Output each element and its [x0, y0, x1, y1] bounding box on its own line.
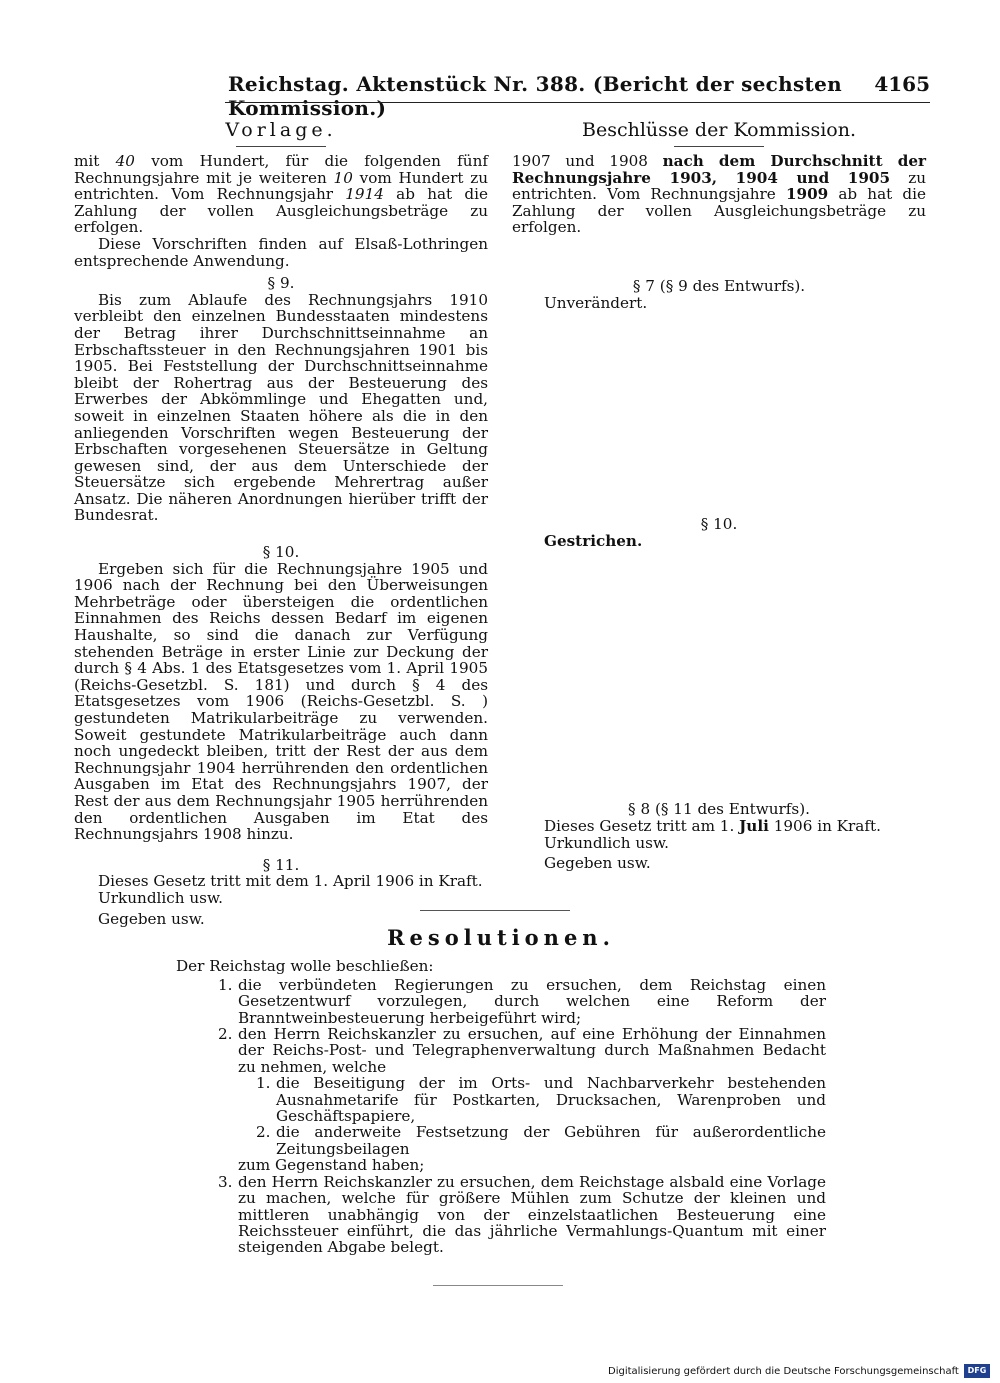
- item-text: den Herrn Reichskanzler zu ersuchen, dem Reichstage alsbald eine Vorlage zu machen, welche für größere Mühlen zum Schutze der kleinen und mittleren unabhängig von der einzelstaatlichen Besteuerung eine Reichssteuer einführt, die das jährliche Vermahlungs-Quantum mit einer steigenden Abgabe belegt.: [238, 1172, 826, 1257]
- bold-span: Juli: [739, 816, 769, 835]
- left-column-heading: Vorlage.: [225, 119, 337, 141]
- item-number: 3.: [218, 1172, 233, 1191]
- item-number: 1.: [218, 975, 233, 994]
- running-header: [160, 72, 930, 120]
- section-divider: [420, 910, 570, 911]
- section-8-urkundlich: Urkundlich usw.: [544, 833, 669, 852]
- right-column-heading: Beschlüsse der Kommission.: [582, 119, 856, 141]
- section-10-gestrichen: Gestrichen.: [544, 531, 643, 550]
- page-number: 4165: [874, 72, 930, 96]
- resolutions-intro: Der Reichstag wolle beschließen:: [176, 957, 434, 976]
- item-text: den Herrn Reichskanzler zu ersuchen, auf eine Erhöhung der Einnahmen der Reichs-Post- und Telegraphenverwaltung durch Maßnahmen Bedacht zu nehmen, welche: [238, 1025, 826, 1076]
- right-section-10-title: § 10.: [700, 515, 738, 534]
- section-7-text: Unverändert.: [544, 293, 648, 312]
- header-rule: [225, 102, 930, 103]
- sub-item-text: die Beseitigung der im Orts- und Nachbarverkehr bestehenden Ausnahmetarife für Postkarten, Drucksachen, Warenproben und Geschäftspapiere,: [276, 1074, 826, 1126]
- section-11-urkundlich: Urkundlich usw.: [98, 888, 223, 907]
- right-column-beschluesse: [512, 118, 926, 872]
- section-8-gegeben: Gegeben usw.: [544, 854, 651, 873]
- resolution-item: [218, 1026, 826, 1174]
- italic-number: 1914: [345, 185, 384, 204]
- bold-span: 1909: [785, 185, 829, 204]
- sub-item: [256, 1124, 826, 1157]
- heading-divider: [674, 146, 764, 147]
- section-10-text: Ergeben sich für die Rechnungsjahre 1905 und 1906 nach der Rechnung bei den Überweisungen Mehrbeträge oder übersteigen die ordentlichen Einnahmen des Reichs dessen Bedarf im eigenen Haushalte, so sind die danach zur Verfügung stehenden Beträge in erster Linie zur Deckung der durch § 4 Abs. 1 des Etatsgesetzes vom 1. April 1905 (Reichs-Gesetzbl. S. 181) und durch § 4 des Etatsgesetzes vom 1906 (Reichs-Gesetzbl. S. ) gestundeten Matrikularbeiträge zu verwenden. Soweit gestundete Matrikularbeiträge auch dann noch ungedeckt bleiben, tritt der Rest der aus dem Rechnungsjahr 1904 herrührenden den ordentlichen Ausgaben im Etat des Rechnungsjahrs 1907, der Rest der aus dem Rechnungsjahr 1905 herrührenden den ordentlichen Ausgaben im Etat des Rechnungsjahrs 1908 hinzu.: [74, 559, 488, 844]
- text-span: ab hat die Zahlung der vollen Ausgleichungsbeträge zu erfolgen.: [74, 185, 488, 237]
- text-span: ab hat die Zahlung der vollen Ausgleichungsbeträge zu erfolgen.: [512, 185, 926, 237]
- section-11-gegeben: Gegeben usw.: [98, 909, 205, 928]
- text-span: vom Hundert, für die folgenden fünf Rechnungsjahre mit je weiteren: [74, 152, 488, 187]
- heading-divider: [236, 146, 326, 147]
- text-span: mit: [74, 152, 116, 170]
- left-alsace-paragraph: Diese Vorschriften finden auf Elsaß-Lothringen entsprechende Anwendung.: [74, 234, 488, 270]
- digitization-credit: Digitalisierung gefördert durch die Deutsche Forschungsgemeinschaft: [608, 1366, 959, 1377]
- section-8-line: [544, 818, 926, 835]
- end-divider: [433, 1285, 563, 1286]
- section-11-title: § 11.: [262, 855, 300, 874]
- resolutions-title: Resolutionen.: [387, 925, 615, 950]
- sub-item-number: 1.: [256, 1074, 271, 1093]
- sub-item-number: 2.: [256, 1123, 271, 1142]
- section-11-line: Dieses Gesetz tritt mit dem 1. April 1906 in Kraft.: [98, 872, 483, 891]
- text-span: 1906 in Kraft.: [768, 816, 881, 835]
- item-number: 2.: [218, 1025, 233, 1044]
- dfg-logo-icon: DFG: [964, 1364, 990, 1378]
- item-text-end: zum Gegenstand haben;: [238, 1156, 425, 1175]
- section-10-title: § 10.: [262, 543, 300, 562]
- section-7-title: § 7 (§ 9 des Entwurfs).: [632, 276, 806, 295]
- resolution-item: [218, 1174, 826, 1256]
- resolutions-section: [176, 925, 826, 1257]
- header-title: Reichstag. Aktenstück Nr. 388. (Bericht der sechsten Kommission.): [228, 72, 842, 120]
- item-text-block: [238, 1026, 826, 1174]
- sub-item: [256, 1075, 826, 1124]
- italic-number: 10: [333, 168, 353, 187]
- bold-span: nach dem Durchschnitt der Rechnungsjahre 1903, 1904 und 1905: [512, 152, 926, 187]
- section-9-title: § 9.: [267, 274, 295, 293]
- resolution-item: [218, 977, 826, 1026]
- text-span: zu entrichten. Vom Rechnungsjahre: [512, 168, 926, 204]
- sub-item-text: die anderweite Festsetzung der Gebühren für außerordentliche Zeitungsbeilagen: [276, 1123, 826, 1158]
- text-span: Dieses Gesetz tritt am 1.: [544, 816, 740, 835]
- left-continuation-paragraph: [74, 153, 488, 236]
- italic-number: 40: [115, 152, 135, 170]
- section-9-text: Bis zum Ablaufe des Rechnungsjahrs 1910 verbleibt den einzelnen Bundesstaaten mindestens der Betrag ihrer Durchschnittseinnahme an Erbschaftssteuer in den Rechnungsjahren 1901 bis 1905. Bei Feststellung der Durchschnittseinnahme bleibt der Rohertrag aus der Besteuerung des Erwerbes der Abkömmlinge und Ehegatten und, soweit in einzelnen Staaten höhere als die in den anliegenden Vorschriften wegen Besteuerung der Erbschaften vorgesehenen Steuersätze in Geltung gewesen sind, der aus dem Unterschiede der Steuersätze sich ergebende Mehrertrag außer Ansatz. Die näheren Anordnungen hierüber trifft der Bundesrat.: [74, 290, 488, 525]
- left-column-vorlage: [74, 118, 488, 927]
- text-span: 1907 und 1908: [512, 152, 663, 170]
- section-8-title: § 8 (§ 11 des Entwurfs).: [628, 800, 810, 819]
- item-text: die verbündeten Regierungen zu ersuchen, dem Reichstag einen Gesetzentwurf vorzulegen, durch welchen eine Reform der Branntweinbesteuerung herbeigeführt wird;: [238, 975, 826, 1027]
- text-span: vom Hundert zu entrichten. Vom Rechnungsjahr: [74, 168, 488, 204]
- right-continuation-paragraph: [512, 153, 926, 236]
